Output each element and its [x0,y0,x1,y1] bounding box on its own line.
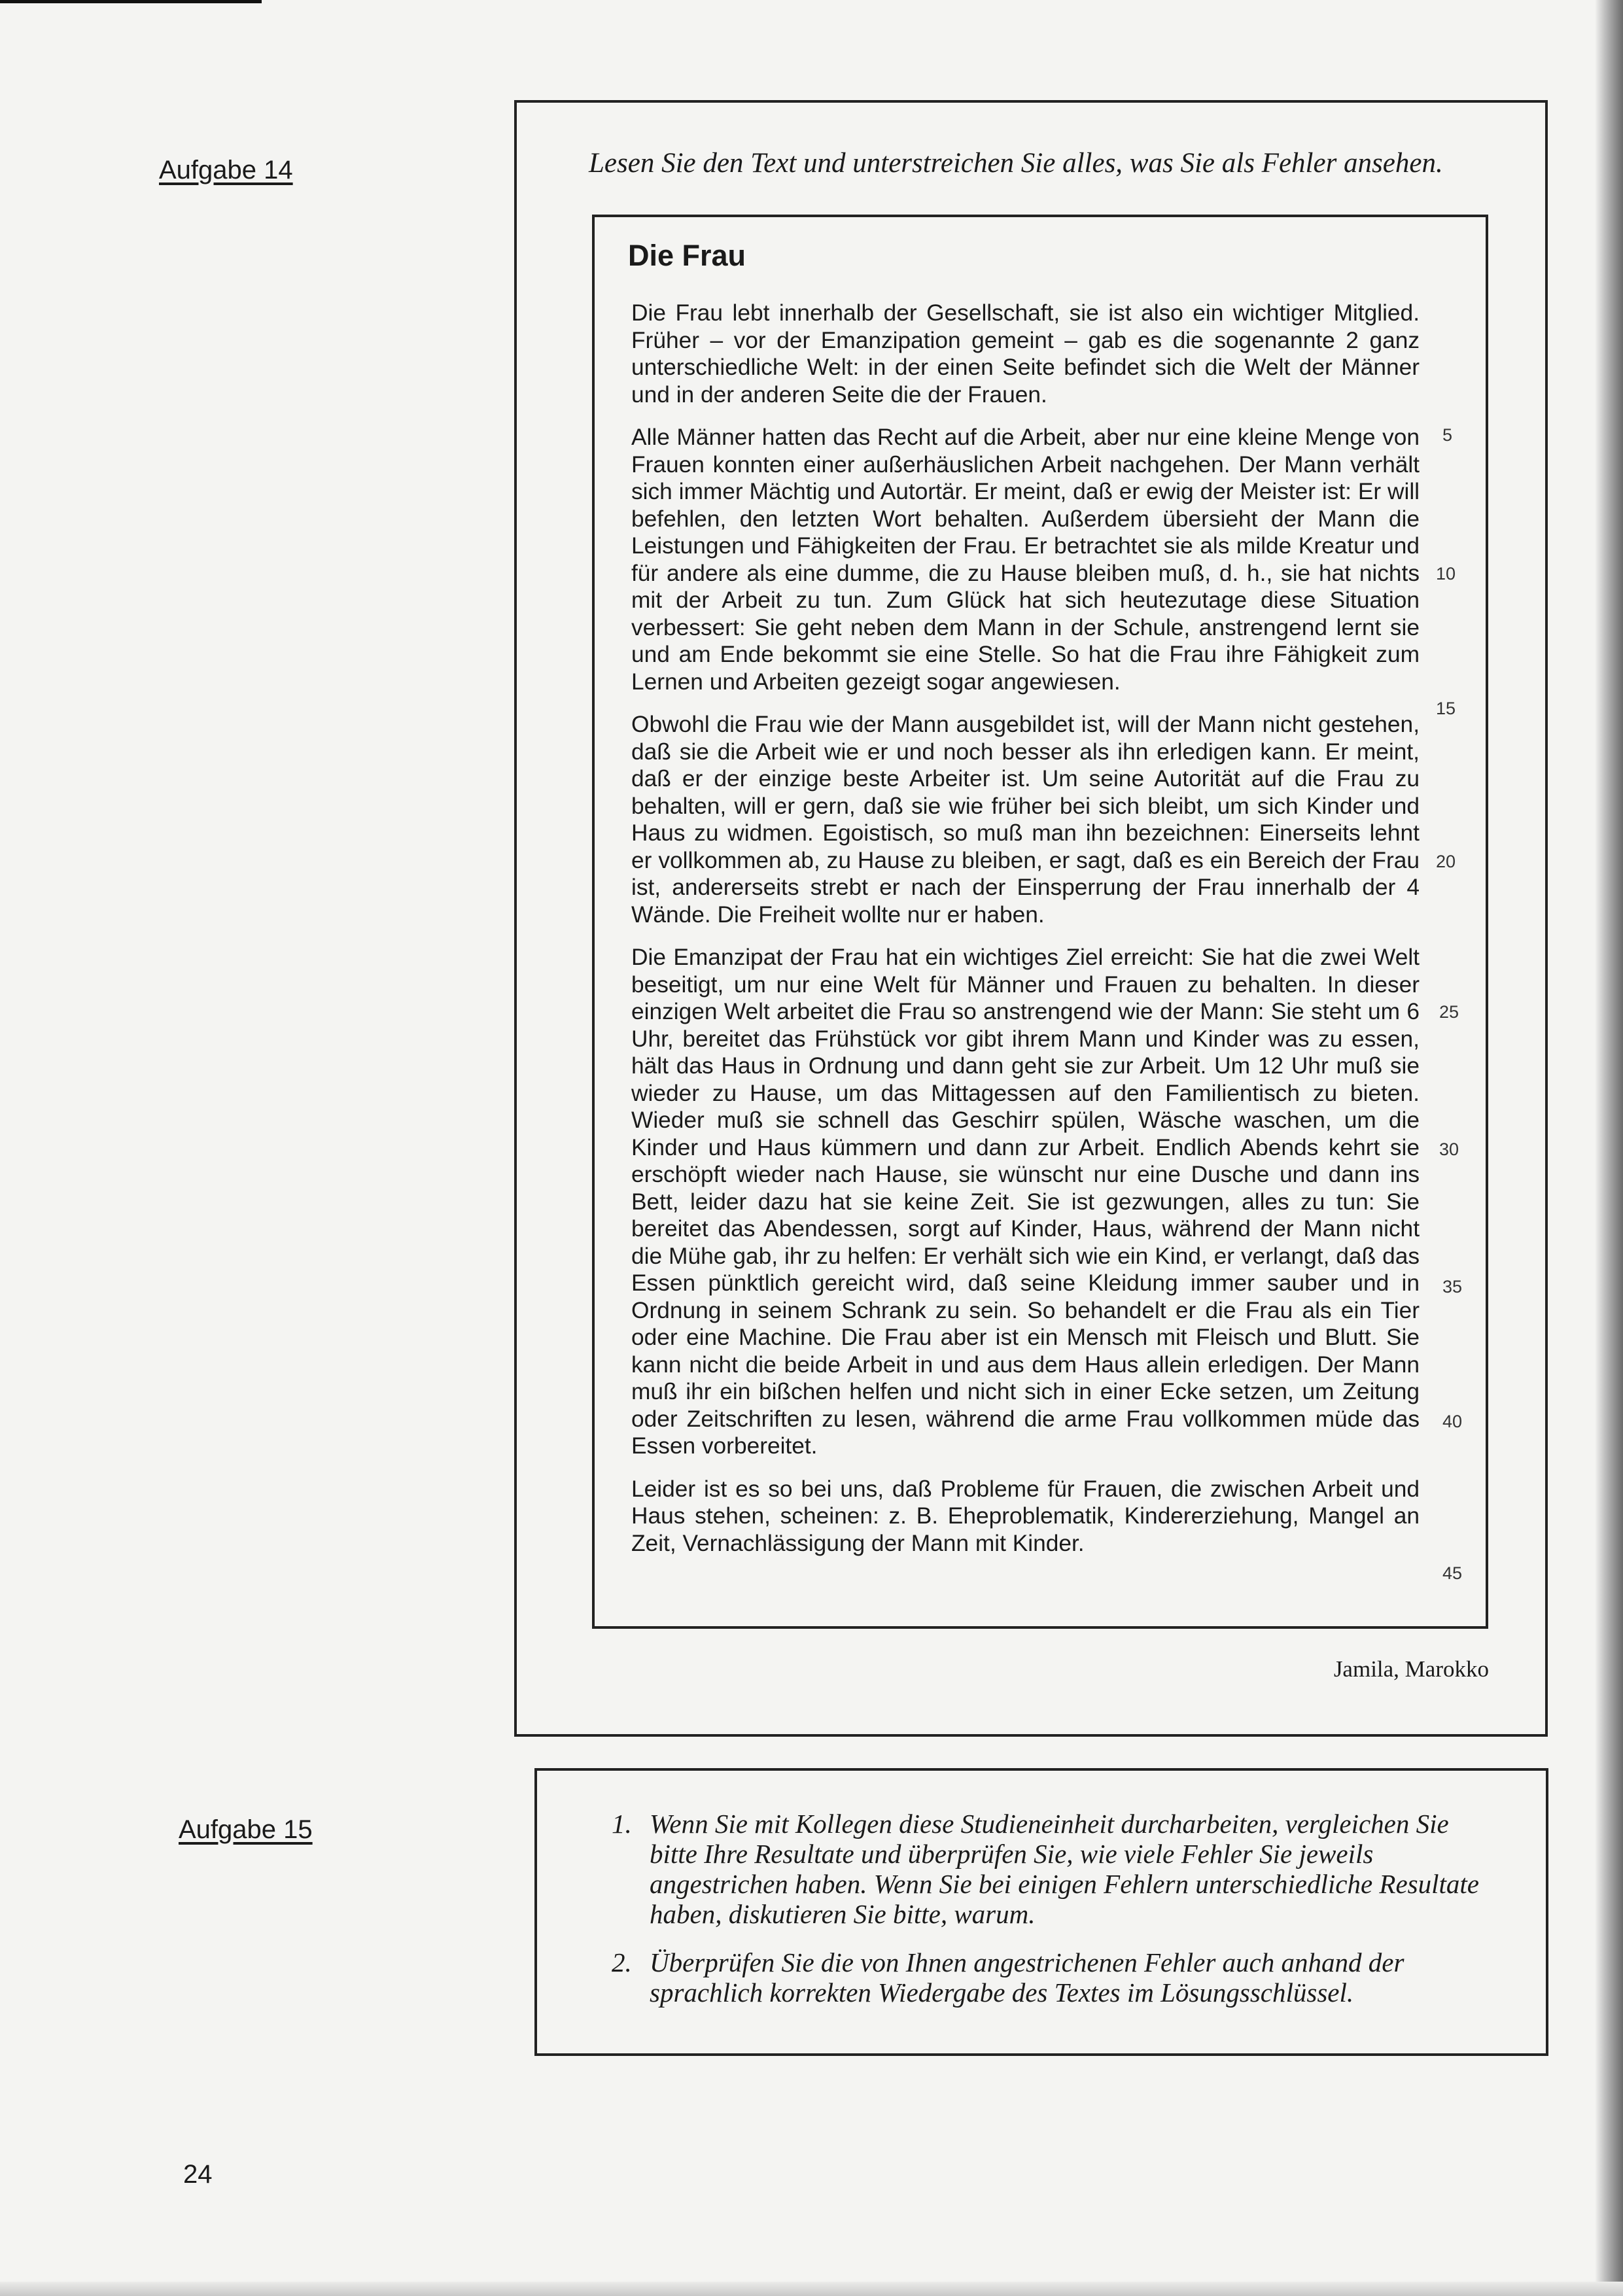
paragraph-5: Leider ist es so bei uns, daß Probleme für Frauen, die zwischen Arbeit und Haus stehen, scheinen: z. B. Eheproblematik, Kindererziehung, Mangel an Zeit, Vernachlässigung der Mann mit Kinder. [631,1476,1420,1556]
task-15-list [612,1809,1501,2026]
line-number-25: 25 [1439,1002,1459,1022]
item-number: 1. [612,1809,632,1839]
line-number-5: 5 [1442,425,1453,445]
item-text: Wenn Sie mit Kollegen diese Studieneinheit durcharbeiten, vergleichen Sie bitte Ihre Resultate und überprüfen Sie, wie viele Fehler Sie jeweils angestrichen haben. Wenn Sie bei einigen Fehlern unterschiedliche Resultate haben, diskutieren Sie bitte, warum. [650,1809,1479,1929]
paragraph-1: Die Frau lebt innerhalb der Gesellschaft, sie ist also ein wichtiger Mitglied. Früher – vor der Emanzipation gemeint – gab es die sogenannte 2 ganz unterschiedliche Welt: in der einen Seite befindet sich die Welt der Männer und in der anderen Seite die der Frauen. [631,300,1420,408]
text-title: Die Frau [628,239,746,272]
line-number-40: 40 [1442,1412,1463,1431]
top-rule [0,0,262,3]
paragraph-3: Obwohl die Frau wie der Mann ausgebildet ist, will der Mann nicht gestehen, daß sie die Arbeit wie er und noch besser als ihn erledigen kann. Er meint, daß er der einzige beste Arbeiter ist. Um seine Autorität auf die Frau zu behalten, will er gern, daß sie wie früher bei sich bleibt, um sich Kinder und Haus zu widmen. Egoistisch, so muß man ihn bezeichnen: Einerseits lehnt er vollkommen ab, zu Hause zu bleiben, er sagt, daß es ein Bereich der Frau ist, andererseits strebt er nach der Einsperrung der Frau innerhalb der 4 Wände. Die Freiheit wollte nur er haben. [631,712,1420,928]
text-body [631,300,1420,1573]
line-number-30: 30 [1439,1139,1459,1159]
line-number-10: 10 [1436,564,1456,583]
item-number: 2. [612,1947,632,1977]
page-number: 24 [183,2160,213,2189]
item-text: Überprüfen Sie die von Ihnen angestrichenen Fehler auch anhand der sprachlich korrekten Wiedergabe des Textes im Lösungsschlüssel. [650,1947,1405,2008]
line-number-35: 35 [1442,1277,1463,1296]
line-number-45: 45 [1442,1563,1463,1583]
task-15-label: Aufgabe 15 [179,1815,313,1844]
paragraph-4: Die Emanzipat der Frau hat ein wichtiges Ziel erreicht: Sie hat die zwei Welt beseitigt, um nur eine Welt für Männer und Frauen zu behalten. In dieser einzigen Welt arbeitet die Frau so anstrengend wie der Mann: Sie steht um 6 Uhr, bereitet das Frühstück vor gibt ihrem Mann und Kinder was zu essen, hält das Haus in Ordnung und dann geht sie zur Arbeit. Um 12 Uhr muß sie wieder zu Hause, um das Mittagessen auf den Familientisch zu bieten. Wieder muß sie schnell das Geschirr spülen, Wäsche waschen, um die Kinder und Haus kümmern und dann zur Arbeit. Endlich Abends kehrt sie erschöpft wieder nach Hause, sie wünscht nur eine Dusche und dann ins Bett, leider dazu hat sie keine Zeit. Sie ist gezwungen, alles zu tun: Sie bereitet das Abendessen, sorgt auf Kinder, Haus, während der Mann nicht die Mühe gab, ihr zu helfen: Er verhält sich wie ein Kind, er verlangt, daß das Essen pünktlich gereicht wird, daß seine Kleidung immer sauber und in Ordnung in seinem Schrank zu sein. So behandelt er die Frau als ein Tier oder eine Machine. Die Frau aber ist ein Mensch mit Fleisch und Blutt. Sie kann nicht die beide Arbeit in und aus dem Haus allein erledigen. Der Mann muß ihr ein bißchen helfen und nicht sich in einer Ecke setzen, um Zeitung oder Zeitschriften zu lesen, während die arme Frau vollkommen müde das Essen vorbereitet. [631,945,1420,1459]
scan-bottom-edge [0,2282,1623,2296]
task-15-item-2 [612,1947,1501,2008]
task-14-instruction: Lesen Sie den Text und unterstreichen Sie alles, was Sie als Fehler ansehen. [589,148,1443,179]
line-number-20: 20 [1436,852,1456,871]
paragraph-2: Alle Männer hatten das Recht auf die Arbeit, aber nur eine kleine Menge von Frauen konnten einer außerhäuslichen Arbeit nachgehen. Der Mann verhält sich immer Mächtig und Autortär. Er meint, daß er ewig der Meister ist: Er will befehlen, den letzten Wort behalten. Außerdem übersieht der Mann die Leistungen und Fähigkeiten der Frau. Er betrachtet sie als milde Kreatur und für andere als eine dumme, die zu Hause bleiben muß, d. h., sie hat nichts mit der Arbeit zu tun. Zum Glück hat sich heutezutage diese Situation verbessert: Sie geht neben dem Mann in der Schule, anstrengend lernt sie und am Ende bekommt sie eine Stelle. So hat die Frau ihre Fähigkeit zum Lernen und Arbeiten gezeigt sogar angewiesen. [631,425,1420,695]
line-number-15: 15 [1436,699,1456,718]
scan-edge-shadow [1596,0,1623,2296]
author-signature: Jamila, Marokko [1333,1656,1489,1682]
task-14-label: Aufgabe 14 [159,156,293,184]
task-15-item-1 [612,1809,1501,1929]
